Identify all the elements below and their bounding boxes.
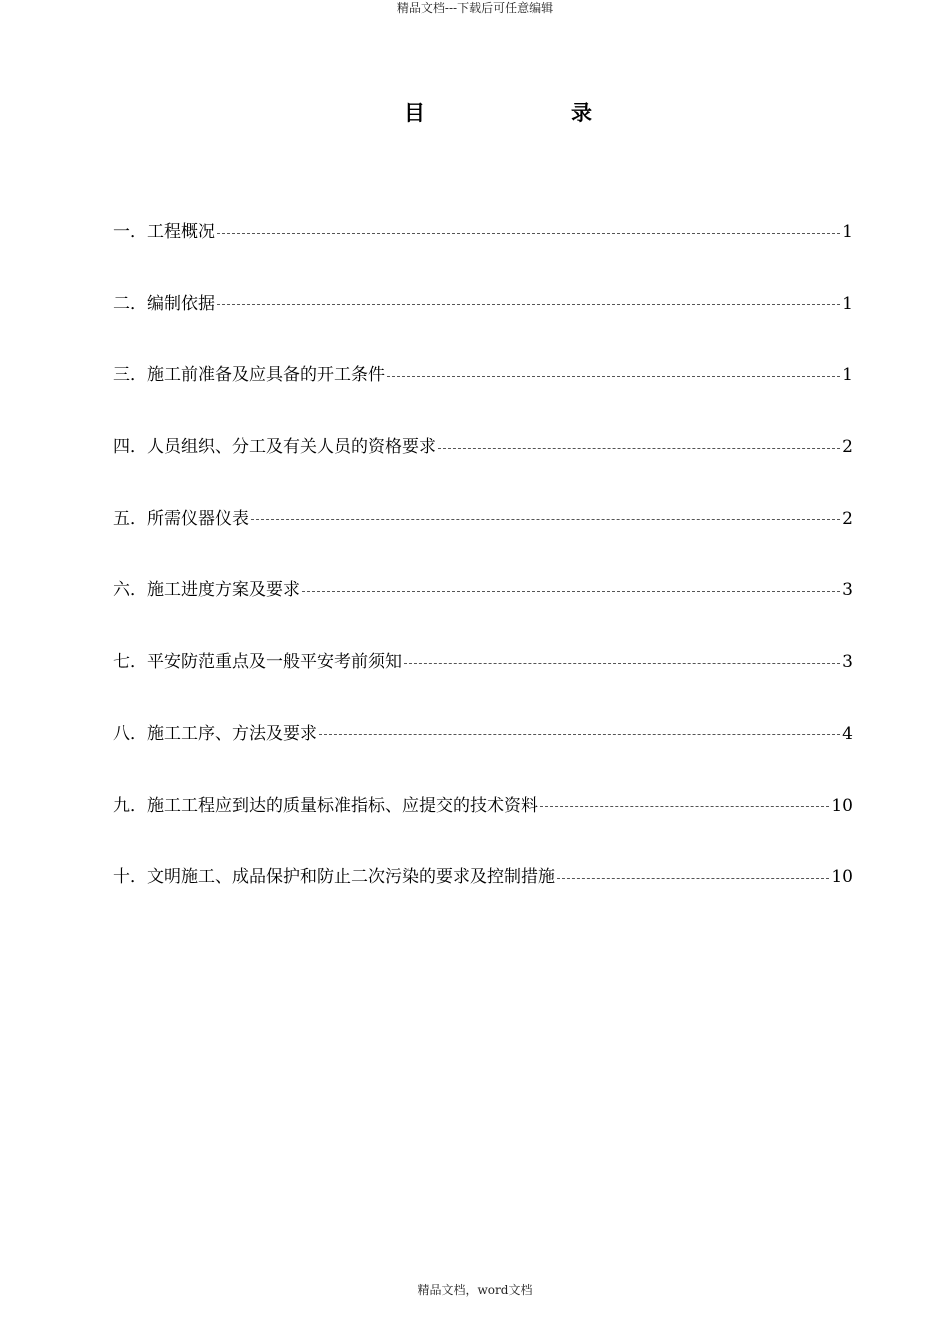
toc-leader-line — [557, 878, 829, 879]
toc-entry-page: 10 — [831, 795, 853, 816]
page-title — [0, 99, 950, 129]
toc-entry[interactable] — [113, 218, 853, 246]
toc-entry-number: 七． — [113, 652, 147, 673]
toc-entry-title: 施工进度方案及要求 — [147, 580, 300, 601]
toc-leader-line — [217, 233, 840, 234]
toc-entry-title: 施工工程应到达的质量标准指标、应提交的技术资料 — [147, 795, 538, 816]
title-char-1: 目 — [404, 100, 425, 125]
toc-entry-number: 三． — [113, 365, 147, 386]
toc-entry-number: 五． — [113, 508, 147, 529]
toc-leader-line — [251, 519, 840, 520]
toc-entry-page: 2 — [842, 508, 853, 529]
toc-entry[interactable] — [113, 433, 853, 461]
toc-entry-page: 1 — [842, 293, 853, 314]
toc-entry[interactable] — [113, 648, 853, 676]
toc-entry[interactable] — [113, 290, 853, 318]
toc-entry-number: 一． — [113, 222, 147, 242]
toc-entry-title: 平安防范重点及一般平安考前须知 — [147, 652, 402, 673]
footer-note: 精品文档，word文档 — [417, 1283, 533, 1297]
toc-leader-line — [319, 734, 840, 735]
toc-entry-number: 八． — [113, 723, 147, 744]
toc-entry[interactable] — [113, 576, 853, 604]
toc-entry-title: 编制依据 — [147, 293, 215, 314]
toc-leader-line — [438, 448, 840, 449]
toc-entry-page: 3 — [842, 652, 853, 673]
header-note: 精品文档---下载后可任意编辑 — [396, 1, 554, 15]
toc-leader-line — [404, 663, 840, 664]
toc-leader-line — [540, 806, 829, 807]
toc-entry[interactable] — [113, 863, 853, 891]
toc-entry[interactable] — [113, 792, 853, 820]
toc-entry-title: 文明施工、成品保护和防止二次污染的要求及控制措施 — [147, 867, 555, 888]
toc-entry-number: 十． — [113, 867, 147, 888]
toc-entry-page: 4 — [842, 723, 853, 744]
toc-entry-number: 四． — [113, 437, 147, 458]
toc-entry-number: 九． — [113, 795, 147, 816]
toc-leader-line — [387, 376, 840, 377]
toc-entry-page: 10 — [831, 867, 853, 888]
toc-leader-line — [217, 304, 840, 305]
toc-entry-number: 六． — [113, 580, 147, 601]
table-of-contents — [113, 218, 853, 935]
toc-entry-number: 二． — [113, 293, 147, 314]
toc-entry-page: 1 — [842, 222, 853, 242]
toc-entry-title: 施工前准备及应具备的开工条件 — [147, 365, 385, 386]
toc-entry-title: 工程概况 — [147, 222, 215, 242]
toc-entry[interactable] — [113, 361, 853, 389]
toc-entry[interactable] — [113, 720, 853, 748]
toc-entry-title: 人员组织、分工及有关人员的资格要求 — [147, 437, 436, 458]
title-char-2: 录 — [571, 100, 592, 125]
toc-entry[interactable] — [113, 505, 853, 533]
toc-entry-title: 施工工序、方法及要求 — [147, 723, 317, 744]
toc-entry-title: 所需仪器仪表 — [147, 508, 249, 529]
toc-leader-line — [302, 591, 840, 592]
toc-entry-page: 3 — [842, 580, 853, 601]
toc-entry-page: 1 — [842, 365, 853, 386]
toc-entry-page: 2 — [842, 437, 853, 458]
